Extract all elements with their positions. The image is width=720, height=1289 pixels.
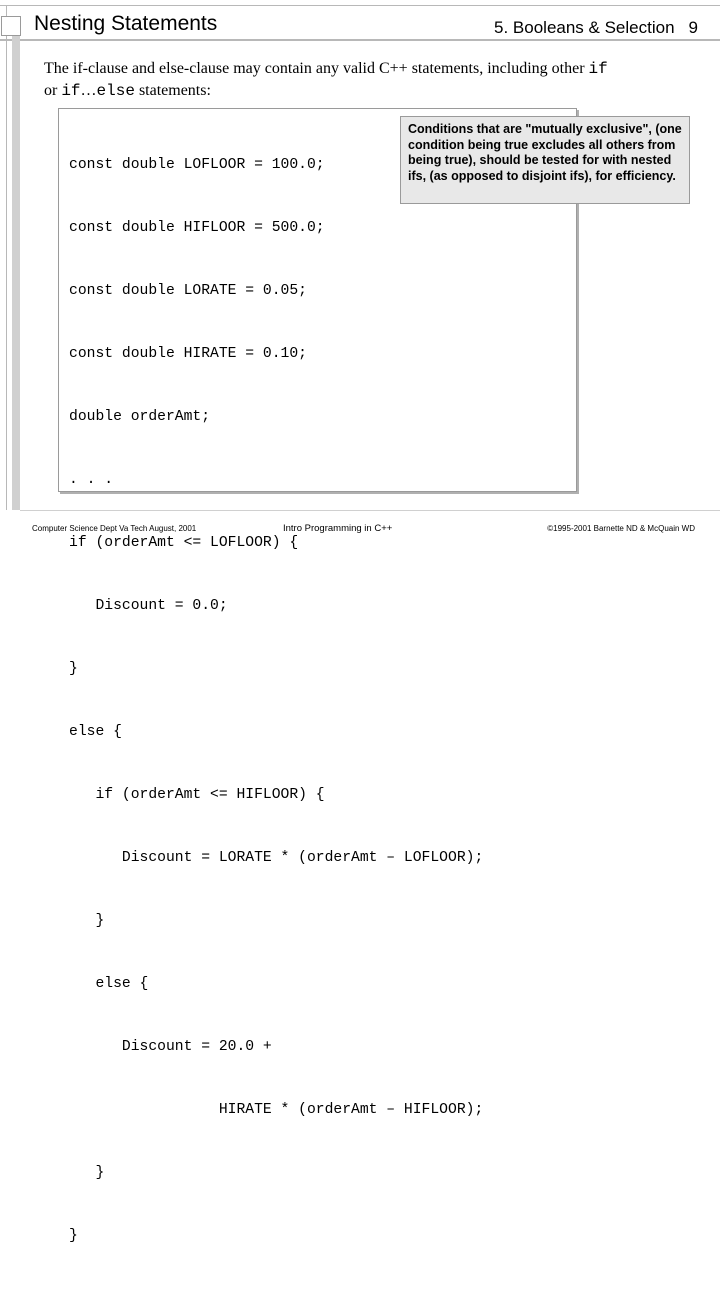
code-line: const double HIFLOOR = 500.0;: [69, 220, 325, 236]
code-line: HIRATE * (orderAmt – HIFLOOR);: [69, 1102, 484, 1118]
code-line: Discount = LORATE * (orderAmt – LOFLOOR);: [69, 850, 484, 866]
code-line: if (orderAmt <= HIFLOOR) {: [69, 787, 325, 803]
code-line: double orderAmt;: [69, 409, 211, 425]
code-line: . . .: [69, 472, 114, 488]
intro-text-ellipsis: …: [80, 82, 97, 99]
footer-divider: [20, 510, 720, 511]
slide-title: Nesting Statements: [34, 12, 218, 35]
intro-text-3: statements:: [134, 82, 211, 99]
corner-square: [1, 16, 21, 36]
code-line: Discount = 20.0 +: [69, 1039, 272, 1055]
left-frame-bar: [12, 22, 20, 510]
footer-left: Computer Science Dept Va Tech August, 2001: [32, 524, 197, 533]
intro-code-if: if: [588, 60, 608, 78]
code-line: }: [69, 1228, 78, 1244]
footer-center: Intro Programming in C++: [283, 523, 393, 534]
code-line: }: [69, 661, 78, 677]
section-header: [494, 18, 698, 38]
code-line: if (orderAmt <= LOFLOOR) {: [69, 535, 299, 551]
intro-text-1: The if-clause and else-clause may contain any valid C++ statements, including other: [44, 60, 589, 77]
slide-number: 9: [688, 18, 698, 37]
code-listing: [69, 113, 483, 1289]
code-line: const double LORATE = 0.05;: [69, 283, 307, 299]
code-line: else {: [69, 724, 122, 740]
code-line: }: [69, 1165, 105, 1181]
callout-note: Conditions that are "mutually exclusive", (one condition being true excludes all others from being true), should be tested for with nested ifs, (as opposed to disjoint ifs), for efficiency.: [400, 116, 690, 204]
left-frame-line: [6, 5, 7, 510]
code-line: }: [69, 913, 105, 929]
footer-right: ©1995-2001 Barnette ND & McQuain WD: [547, 524, 695, 533]
code-line: const double LOFLOOR = 100.0;: [69, 157, 325, 173]
code-line: else {: [69, 976, 149, 992]
intro-paragraph: [44, 58, 704, 102]
code-line: const double HIRATE = 0.10;: [69, 346, 307, 362]
section-title: 5. Booleans & Selection: [494, 18, 675, 37]
intro-code-else: else: [96, 82, 135, 100]
intro-code-if-2: if: [61, 82, 81, 100]
code-line: Discount = 0.0;: [69, 598, 228, 614]
intro-text-2: or: [44, 82, 62, 99]
